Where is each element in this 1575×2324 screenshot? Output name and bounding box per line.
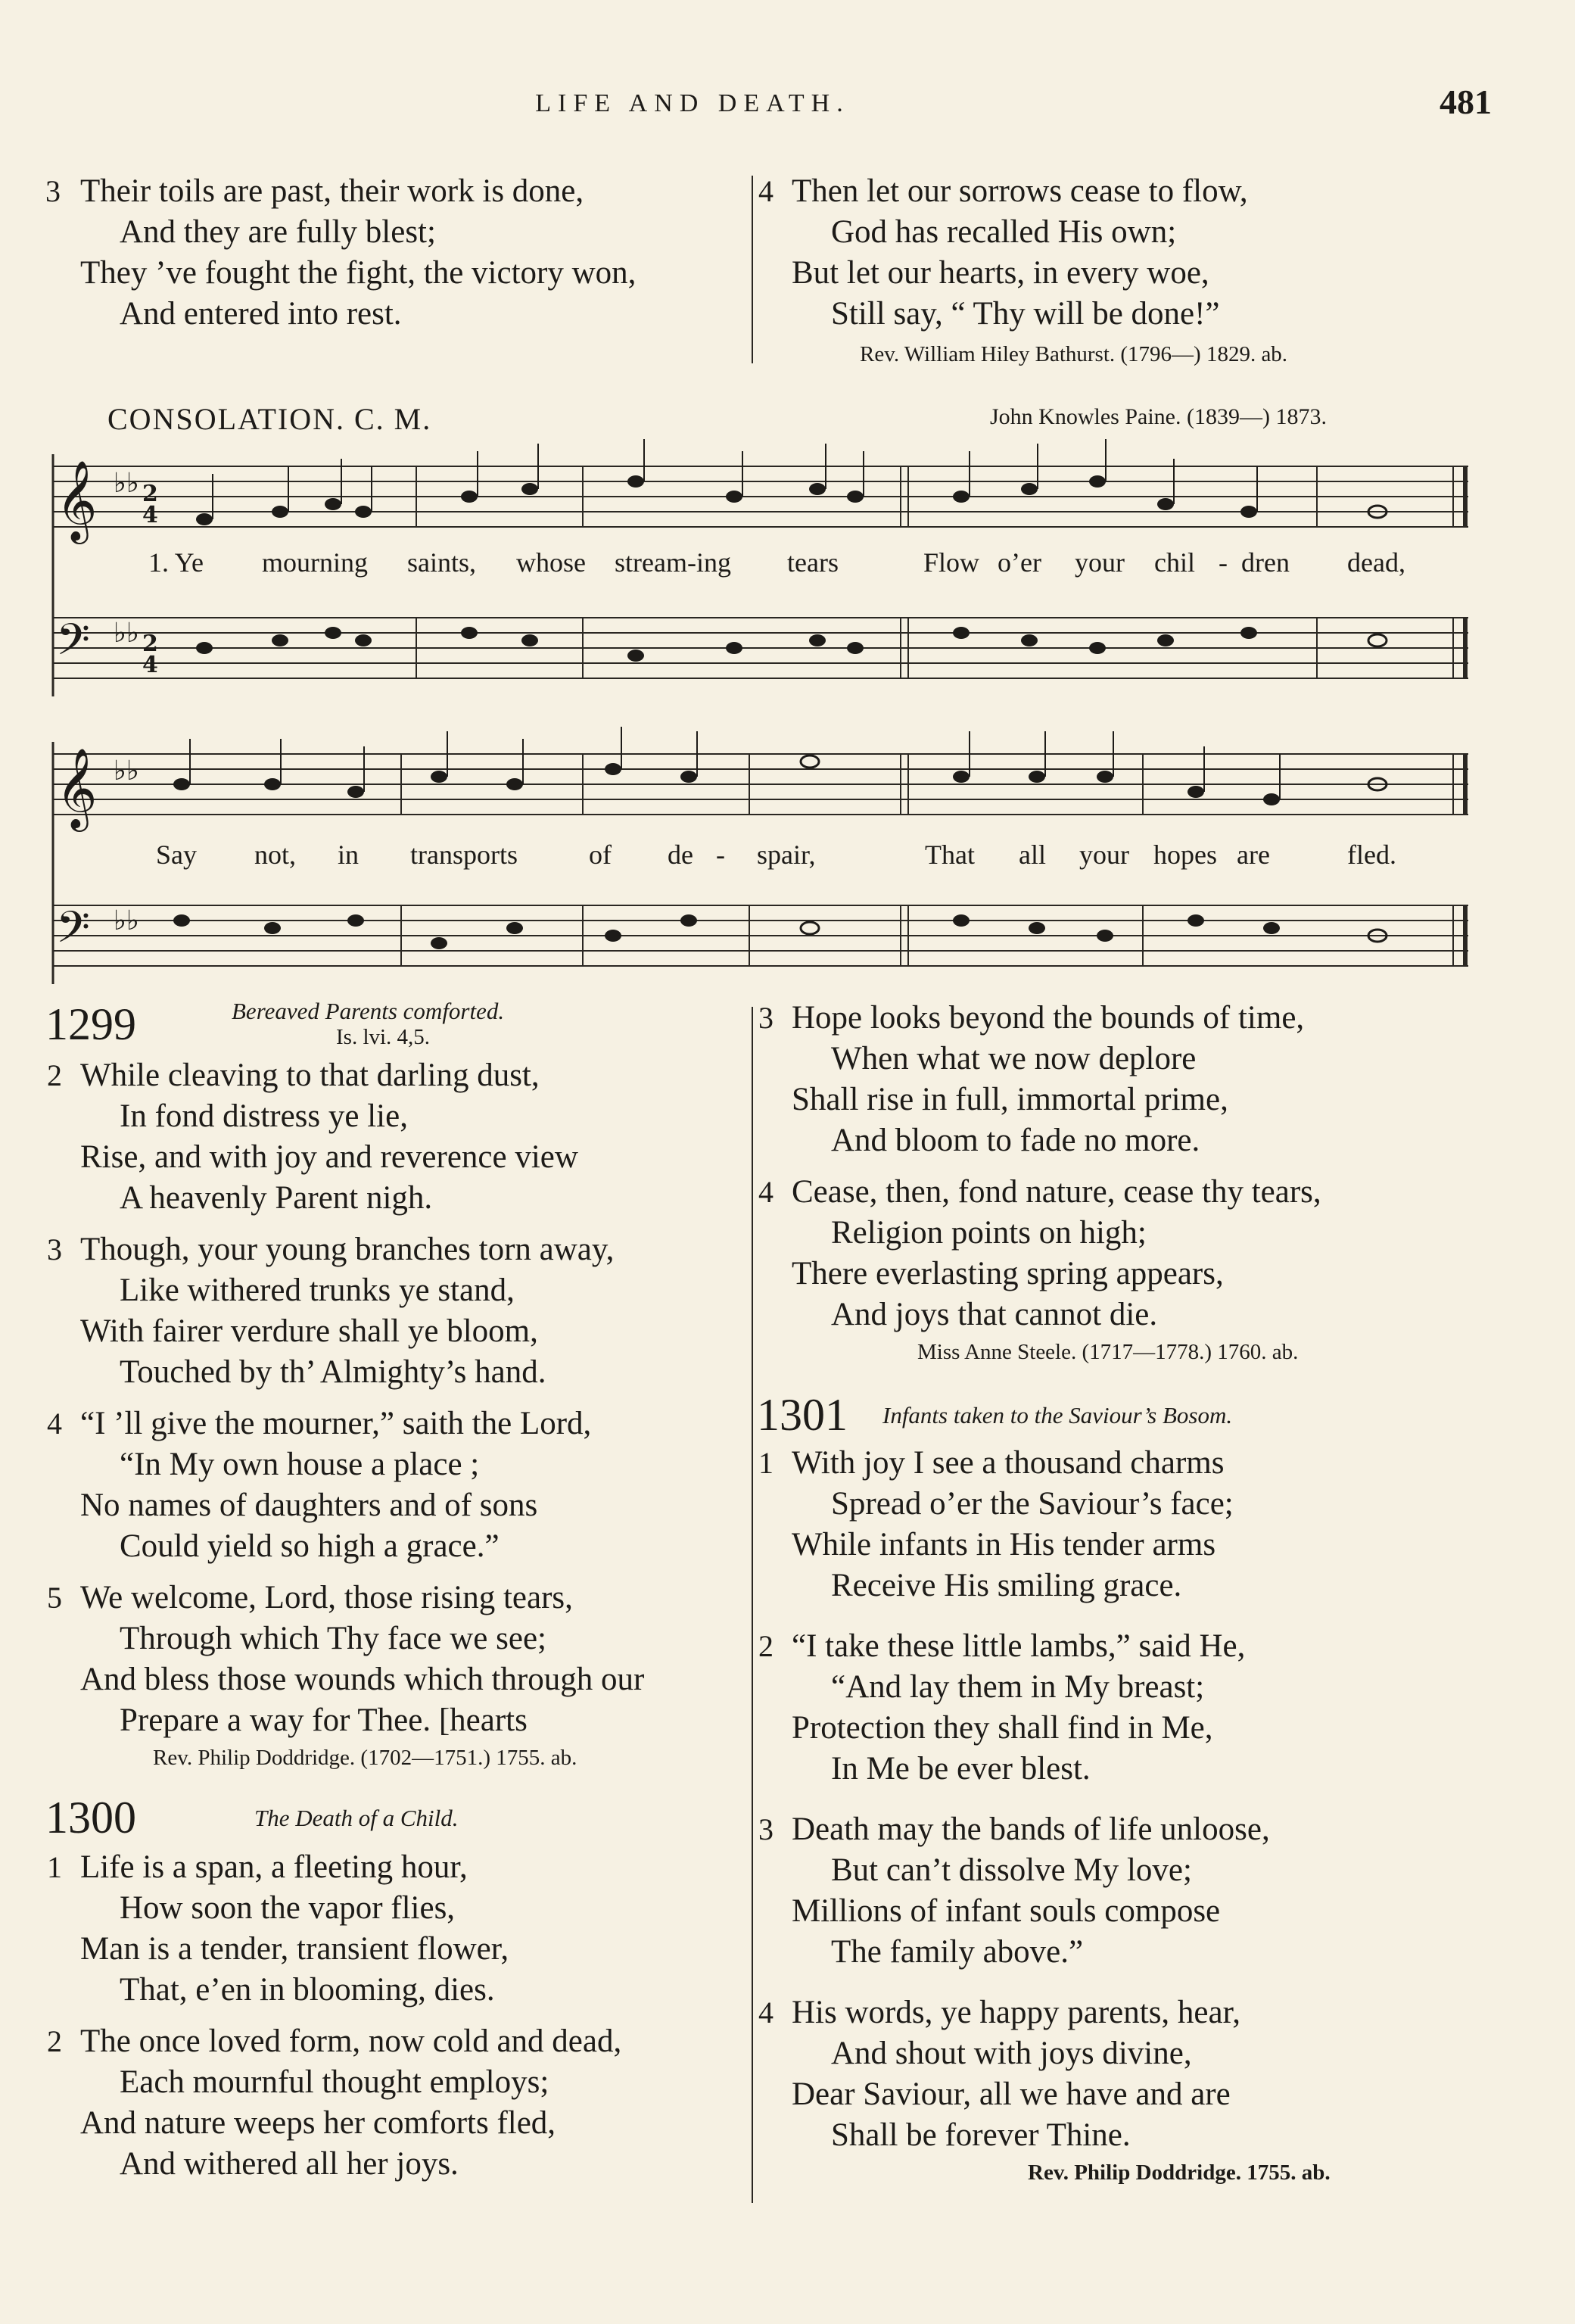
top-right-stanza xyxy=(758,171,1458,371)
column-divider xyxy=(752,176,753,363)
stanza xyxy=(758,1172,1473,1335)
lyric-syllable: - xyxy=(716,840,725,870)
verse-line: Shall rise in full, immortal prime, xyxy=(792,1082,1228,1117)
svg-text:4: 4 xyxy=(142,652,158,678)
page-number: 481 xyxy=(1440,83,1492,121)
stanza-number: 3 xyxy=(47,1232,62,1266)
lyrics-row-1 xyxy=(0,547,1575,584)
verse-line: And entered into rest. xyxy=(120,296,402,332)
attribution: Miss Anne Steele. (1717—1778.) 1760. ab. xyxy=(917,1340,1299,1364)
lyric-syllable: Flow xyxy=(923,547,980,578)
verse-line: Protection they shall find in Me, xyxy=(792,1710,1213,1746)
svg-text:4: 4 xyxy=(142,502,158,528)
lyric-syllable: fled. xyxy=(1347,840,1396,870)
stanza-number: 4 xyxy=(758,1175,773,1209)
lyric-syllable: mourning xyxy=(262,547,368,578)
stanza xyxy=(47,1055,754,1219)
attribution: Rev. Philip Doddridge. (1702—1751.) 1755. ab. xyxy=(153,1746,577,1770)
lyric-syllable: de xyxy=(668,840,693,870)
stanza-number: 2 xyxy=(47,2024,62,2058)
verse-line: Cease, then, fond nature, cease thy tears, xyxy=(792,1174,1321,1210)
verse-line: Spread o’er the Saviour’s face; xyxy=(831,1486,1234,1522)
verse-line: When what we now deplore xyxy=(831,1041,1197,1076)
lyric-syllable: all xyxy=(1019,840,1046,870)
stanza xyxy=(758,1626,1473,1790)
hymn-title: The Death of a Child. xyxy=(254,1805,459,1831)
stanza-number: 5 xyxy=(47,1581,62,1615)
stanza xyxy=(47,2021,754,2185)
svg-text:♭♭: ♭♭ xyxy=(114,905,139,936)
stanza-number: 2 xyxy=(47,1058,62,1092)
verse-line: Then let our sorrows cease to flow, xyxy=(792,173,1248,209)
lyric-syllable: o’er xyxy=(998,547,1041,578)
verse-line: His words, ye happy parents, hear, xyxy=(792,1995,1240,2030)
verse-line: While infants in His tender arms xyxy=(792,1527,1216,1562)
verse-line: Prepare a way for Thee. [hearts xyxy=(120,1703,528,1738)
lyric-syllable: of xyxy=(589,840,612,870)
stanza xyxy=(47,1229,754,1393)
svg-text:2: 2 xyxy=(142,631,158,657)
hymn-heading xyxy=(757,1388,1473,1443)
stanza xyxy=(47,1578,754,1741)
running-title: LIFE AND DEATH. xyxy=(535,89,850,117)
scripture-reference: Is. lvi. 4,5. xyxy=(336,1025,431,1049)
verse-line: And bless those wounds which through our xyxy=(80,1662,645,1697)
lyric-syllable: - xyxy=(1219,547,1228,578)
left-column xyxy=(45,998,754,2185)
verse-line: Hope looks beyond the bounds of time, xyxy=(792,1000,1305,1036)
stanza xyxy=(47,1403,754,1567)
lyric-syllable: Say xyxy=(156,840,197,870)
hymn-number: 1301 xyxy=(757,1390,848,1440)
verse-line: Life is a span, a fleeting hour, xyxy=(80,1849,468,1885)
verse-line: And they are fully blest; xyxy=(120,214,436,250)
lyric-syllable: your xyxy=(1075,547,1125,578)
lyric-syllable: whose xyxy=(516,547,586,578)
verse-line: The family above.” xyxy=(831,1934,1084,1970)
lyrics-row-2 xyxy=(0,839,1575,877)
verse-line: But let our hearts, in every woe, xyxy=(792,255,1209,291)
svg-text:2: 2 xyxy=(142,481,158,507)
verse-line: Each mournful thought employs; xyxy=(120,2064,549,2100)
verse-line: Like withered trunks ye stand, xyxy=(120,1273,515,1308)
lyric-syllable: dren xyxy=(1241,547,1290,578)
stanza-number: 3 xyxy=(45,174,61,208)
verse-line: There everlasting spring appears, xyxy=(792,1256,1224,1291)
verse-line: The once loved form, now cold and dead, xyxy=(80,2023,622,2059)
verse-line: With fairer verdure shall ye bloom, xyxy=(80,1313,538,1349)
lyric-syllable: in xyxy=(338,840,360,870)
verse-line: Their toils are past, their work is done, xyxy=(80,173,584,209)
tune-name: CONSOLATION. C. M. xyxy=(107,402,432,436)
verse-line: While cleaving to that darling dust, xyxy=(80,1058,540,1093)
lyric-syllable: tears xyxy=(787,547,839,578)
lyric-syllable: hopes xyxy=(1153,840,1217,870)
top-left-stanza xyxy=(45,171,754,335)
stanza-number: 2 xyxy=(758,1629,773,1663)
verse-line: God has recalled His own; xyxy=(831,214,1177,250)
verse-line: We welcome, Lord, those rising tears, xyxy=(80,1580,573,1615)
verse-line: Touched by th’ Almighty’s hand. xyxy=(120,1354,546,1390)
verse-line: Receive His smiling grace. xyxy=(831,1568,1182,1603)
svg-text:𝄞: 𝄞 xyxy=(56,460,98,541)
verse-line: Still say, “ Thy will be done!” xyxy=(831,296,1220,332)
hymn-title: Infants taken to the Saviour’s Bosom. xyxy=(882,1402,1233,1428)
verse-line: How soon the vapor flies, xyxy=(120,1890,456,1926)
verse-line: Millions of infant souls compose xyxy=(792,1893,1221,1929)
lyric-syllable: your xyxy=(1079,840,1129,870)
stanza-number: 4 xyxy=(47,1407,62,1441)
lyric-syllable: saints, xyxy=(407,547,477,578)
verse-line: Rise, and with joy and reverence view xyxy=(80,1139,578,1175)
attribution: Rev. William Hiley Bathurst. (1796—) 1829. ab. xyxy=(860,342,1288,366)
stanza xyxy=(758,1992,1473,2156)
lyric-syllable: stream-ing xyxy=(615,547,731,578)
verse-line: Man is a tender, transient flower, xyxy=(80,1931,509,1967)
verse-line: Death may the bands of life unloose, xyxy=(792,1812,1270,1847)
stanza-number: 1 xyxy=(47,1850,62,1884)
verse-line: Though, your young branches torn away, xyxy=(80,1232,615,1267)
verse-line: That, e’en in blooming, dies. xyxy=(120,1972,495,2008)
verse-line: Dear Saviour, all we have and are xyxy=(792,2076,1231,2112)
verse-line: But can’t dissolve My love; xyxy=(831,1852,1192,1888)
right-column xyxy=(757,998,1473,2189)
hymn-number: 1299 xyxy=(45,999,136,1049)
stanza-number: 4 xyxy=(758,1995,773,2030)
stanza xyxy=(47,1847,754,2011)
stanza-number: 3 xyxy=(758,1001,773,1035)
verse-line: “And lay them in My breast; xyxy=(831,1669,1205,1705)
column-divider xyxy=(752,1007,753,2203)
verse-line: Through which Thy face we see; xyxy=(120,1621,546,1656)
verse-line: In fond distress ye lie, xyxy=(120,1098,408,1134)
stanza xyxy=(758,1809,1473,1973)
verse-line: And shout with joys divine, xyxy=(831,2036,1192,2071)
hymn-number: 1300 xyxy=(45,1793,136,1843)
lyric-syllable: 1. Ye xyxy=(148,547,204,578)
verse-line: With joy I see a thousand charms xyxy=(792,1445,1225,1481)
verse-line: A heavenly Parent nigh. xyxy=(120,1180,433,1216)
verse-line: Shall be forever Thine. xyxy=(831,2117,1131,2153)
stanza-number: 3 xyxy=(758,1812,773,1846)
hymn-heading xyxy=(45,1791,754,1847)
verse-line: In Me be ever blest. xyxy=(831,1751,1091,1787)
verse-line: Religion points on high; xyxy=(831,1215,1147,1251)
lyric-syllable: That xyxy=(925,840,975,870)
lyric-syllable: spair, xyxy=(757,840,816,870)
attribution: Rev. Philip Doddridge. 1755. ab. xyxy=(1028,2160,1331,2185)
verse-line: And withered all her joys. xyxy=(120,2146,459,2182)
verse-line: And bloom to fade no more. xyxy=(831,1123,1200,1158)
verse-line: And joys that cannot die. xyxy=(831,1297,1158,1332)
lyric-syllable: not, xyxy=(254,840,297,870)
lyric-syllable: chil xyxy=(1154,547,1195,578)
verse-line: “I take these little lambs,” said He, xyxy=(792,1628,1246,1664)
stanza xyxy=(758,998,1473,1161)
hymn-title: Bereaved Parents comforted. xyxy=(232,998,505,1024)
svg-text:𝄢: 𝄢 xyxy=(56,614,91,676)
svg-text:♭♭: ♭♭ xyxy=(114,468,139,499)
verse-line: “I ’ll give the mourner,” saith the Lord, xyxy=(80,1406,592,1441)
svg-text:♭♭: ♭♭ xyxy=(114,618,139,649)
svg-text:𝄢: 𝄢 xyxy=(56,902,91,964)
svg-text:𝄞: 𝄞 xyxy=(56,747,98,828)
verse-line: They ’ve fought the fight, the victory won, xyxy=(80,255,637,291)
lyric-syllable: dead, xyxy=(1347,547,1405,578)
svg-text:♭♭: ♭♭ xyxy=(114,755,139,787)
hymn-heading xyxy=(45,998,754,1052)
lyric-syllable: transports xyxy=(410,840,518,870)
stanza-number: 1 xyxy=(758,1446,773,1480)
verse-line: And nature weeps her comforts fled, xyxy=(80,2105,556,2141)
lyric-syllable: are xyxy=(1237,840,1270,870)
composer: John Knowles Paine. (1839—) 1873. xyxy=(990,404,1327,429)
verse-line: “In My own house a place ; xyxy=(120,1447,480,1482)
verse-line: No names of daughters and of sons xyxy=(80,1488,538,1523)
verse-line: Could yield so high a grace.” xyxy=(120,1528,500,1564)
stanza xyxy=(758,1443,1473,1606)
stanza-number: 4 xyxy=(758,174,773,208)
